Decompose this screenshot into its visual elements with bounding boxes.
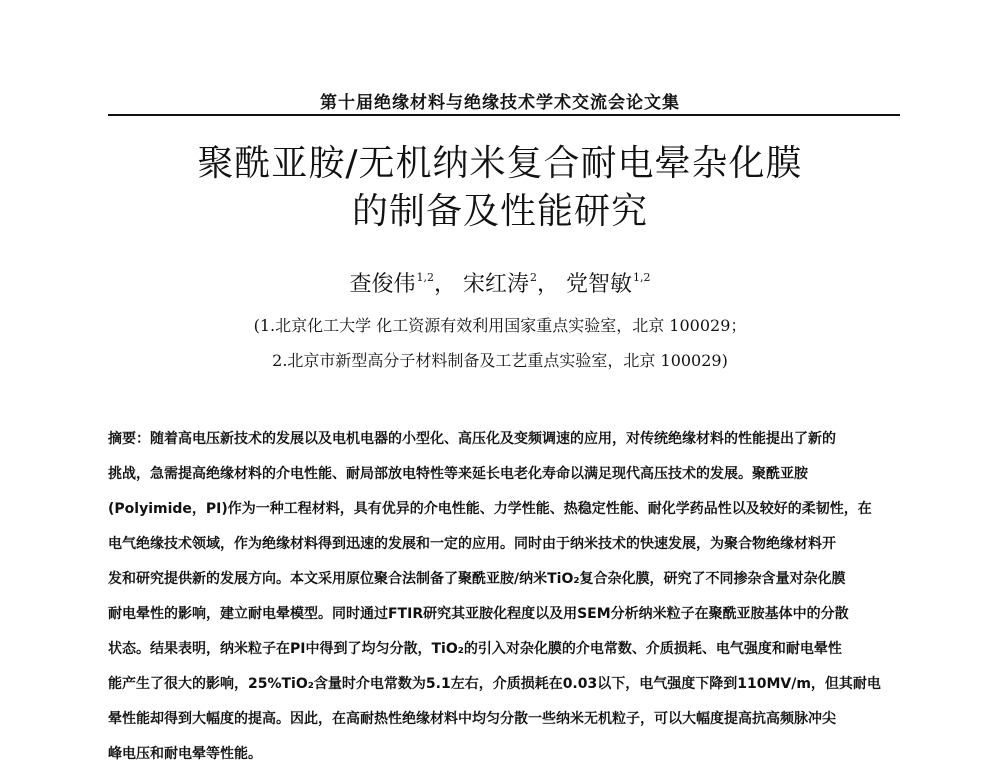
running-header: 第十届绝缘材料与绝缘技术学术交流会论文集 [320,93,680,113]
author [463,272,559,296]
author-separator: ， [537,272,560,297]
abstract [108,422,900,772]
paper-title-line-1: 聚酰亚胺/无机纳米复合耐电晕杂化膜 [197,143,803,184]
author-name: 宋红涛 [462,272,529,297]
abstract-label: 摘要： [108,431,150,447]
abstract-line: 能产生了很大的影响，25%TiO₂含量时介电常数为5.1左右，介质损耗在0.03以下，电气强度下降到110MV/m，但其耐电 [108,676,881,692]
abstract-line: 峰电压和耐电晕等性能。 [108,746,262,762]
author-affiliation-mark: 1,2 [416,271,434,284]
affiliation-line-2: 2.北京市新型高分子材料制备及工艺重点实验室，北京 100029) [272,351,728,370]
abstract-line [108,422,900,457]
author-name: 党智敏 [566,272,633,297]
author-separator: ， [433,272,456,297]
abstract-line: 耐电晕性的影响，建立耐电晕模型。同时通过FTIR研究其亚胺化程度以及用SEM分析纳米粒子在聚酰亚胺基体中的分散 [108,606,849,622]
author-affiliation-mark: 2 [530,271,537,284]
abstract-line: (Polyimide，PI)作为一种工程材料，具有优异的介电性能、力学性能、热稳定性能、耐化学药品性以及较好的柔韧性，在 [108,501,872,517]
header-rule [108,114,900,116]
abstract-line: 挑战，急需提高绝缘材料的介电性能、耐局部放电特性等来延长电老化寿命以满足现代高压技术的发展。聚酰亚胺 [108,466,808,482]
author [349,272,456,296]
abstract-line: 发和研究提供新的发展方向。本文采用原位聚合法制备了聚酰亚胺/纳米TiO₂复合杂化膜，研究了不同掺杂含量对杂化膜 [108,571,846,587]
author-list [0,272,1000,296]
author-affiliation-mark: 1,2 [633,271,651,284]
abstract-text: 随着高电压新技术的发展以及电机电器的小型化、高压化及变频调速的应用，对传统绝缘材料的性能提出了新的 [150,431,836,447]
abstract-line: 电气绝缘技术领域，作为绝缘材料得到迅速的发展和一定的应用。同时由于纳米技术的快速发展，为聚合物绝缘材料开 [108,536,836,552]
paper-title-line-2: 的制备及性能研究 [351,191,648,232]
abstract-line: 晕性能却得到大幅度的提高。因此，在高耐热性绝缘材料中均匀分散一些纳米无机粒子，可以大幅度提高抗高频脉冲尖 [108,711,836,727]
affiliation-line-1: (1.北京化工大学 化工资源有效利用国家重点实验室，北京 100029； [253,316,747,335]
author [566,272,651,296]
author-name: 查俊伟 [349,272,416,297]
abstract-line: 状态。结果表明，纳米粒子在PI中得到了均匀分散，TiO₂的引入对杂化膜的介电常数、介质损耗、电气强度和耐电晕性 [108,641,842,657]
